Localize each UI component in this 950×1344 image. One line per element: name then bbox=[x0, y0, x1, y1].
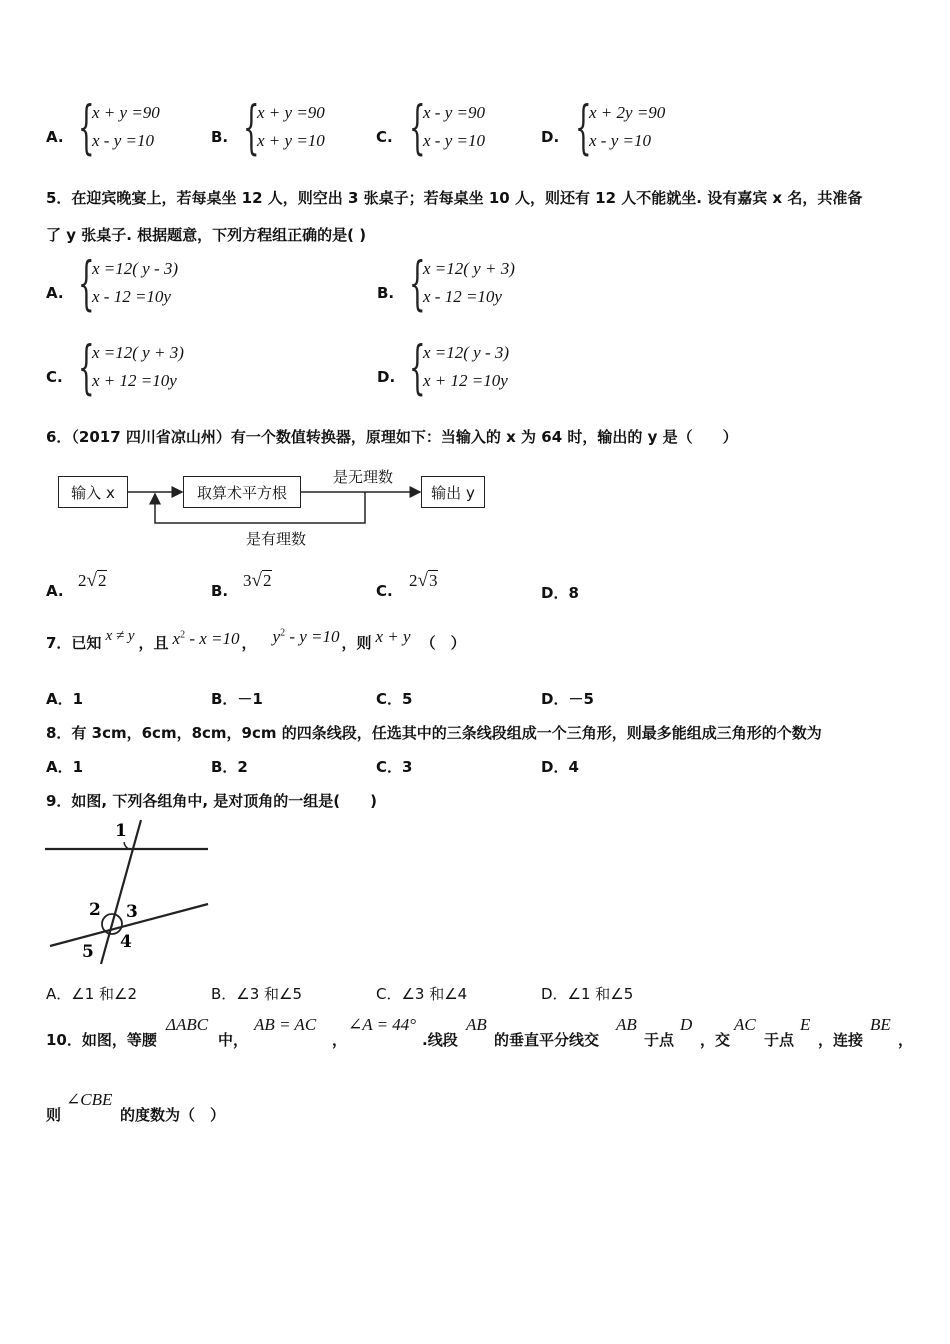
q5-option-d-label: D. bbox=[377, 368, 396, 386]
radicand: 2 bbox=[97, 571, 107, 590]
equation: x + 2y =90 bbox=[589, 103, 666, 122]
input-box: 输入 x bbox=[58, 476, 128, 508]
q10-text: ， bbox=[332, 1031, 348, 1049]
q10-math: AB = AC bbox=[254, 1015, 317, 1034]
equation: x - y =10 bbox=[423, 131, 485, 150]
var: y bbox=[272, 627, 281, 646]
q10-math: D bbox=[680, 1015, 693, 1034]
equation: x =12( y - 3) bbox=[92, 259, 179, 278]
q10-text: 中， bbox=[218, 1031, 249, 1049]
coefficient: 2 bbox=[78, 571, 87, 590]
q4-option-b-label: B. bbox=[211, 128, 229, 146]
q6-option-c-value bbox=[409, 570, 438, 592]
rest: - x =10 bbox=[185, 629, 240, 648]
q7-text: ，且 bbox=[138, 634, 169, 652]
equation: x + 12 =10y bbox=[92, 371, 177, 390]
q7-expression: x + y bbox=[375, 627, 411, 646]
q6-stem: 6．（2017 四川省凉山州）有一个数值转换器，原理如下：当输入的 x 为 64 时，输出的 y 是（ ） bbox=[46, 428, 738, 446]
equation: x =12( y + 3) bbox=[423, 259, 515, 278]
q9-option-b: B．∠3 和∠5 bbox=[211, 985, 303, 1003]
irrational-label: 是无理数 bbox=[333, 468, 394, 486]
q9-stem: 9．如图, 下列各组角中, 是对顶角的一组是( ) bbox=[46, 792, 377, 810]
equation: x + 12 =10y bbox=[423, 371, 508, 390]
angle-label-1: 1 bbox=[115, 821, 127, 841]
q8-option-d: D．4 bbox=[541, 758, 579, 776]
q7-option-c: C．5 bbox=[376, 690, 413, 708]
output-box: 输出 y bbox=[421, 476, 485, 508]
process-box: 取算术平方根 bbox=[183, 476, 301, 508]
exponent: 2 bbox=[280, 627, 286, 639]
q5-stem-line2: 了 y 张桌子. 根据题意，下列方程组正确的是( ) bbox=[46, 226, 367, 244]
equation: x - y =10 bbox=[589, 131, 651, 150]
equation: x - 12 =10y bbox=[92, 287, 171, 306]
q8-stem: 8．有 3cm，6cm，8cm，9cm 的四条线段，任选其中的三条线段组成一个三角形，则最多能组成三角形的个数为 bbox=[46, 724, 822, 742]
q10-text: 的垂直平分线交 bbox=[494, 1031, 600, 1049]
brace: { bbox=[409, 93, 426, 161]
equation: x - y =90 bbox=[423, 103, 485, 122]
angle-label-2: 2 bbox=[89, 900, 101, 920]
q9-angle-figure bbox=[40, 812, 220, 972]
flow-arrows bbox=[0, 0, 950, 560]
q8-option-c: C．3 bbox=[376, 758, 413, 776]
q9-option-c: C．∠3 和∠4 bbox=[376, 985, 468, 1003]
q6-option-d: D．8 bbox=[541, 584, 579, 602]
q10-text: 于点 bbox=[644, 1031, 675, 1049]
angle-label-5: 5 bbox=[82, 942, 94, 962]
q7-option-d: D．－5 bbox=[541, 690, 594, 708]
q10-math: AB bbox=[466, 1015, 487, 1034]
brace: { bbox=[78, 333, 95, 401]
angle-label-4: 4 bbox=[120, 932, 132, 952]
equation: x + y =90 bbox=[257, 103, 325, 122]
q5-stem-line1: 5．在迎宾晚宴上，若每桌坐 12 人，则空出 3 张桌子；若每桌坐 10 人，则还有 12 人不能就坐. 设有嘉宾 x 名，共准备 bbox=[46, 189, 863, 207]
brace: { bbox=[243, 93, 260, 161]
q6-option-c-label: C. bbox=[376, 582, 393, 600]
angle-label-3: 3 bbox=[126, 902, 138, 922]
q7-prefix: 7．已知 bbox=[46, 634, 102, 652]
brace: { bbox=[409, 333, 426, 401]
coefficient: 3 bbox=[243, 571, 252, 590]
sqrt-sign: √ bbox=[86, 570, 97, 591]
radicand: 3 bbox=[428, 571, 438, 590]
q5-option-a-label: A. bbox=[46, 284, 64, 302]
q6-option-b-value bbox=[243, 570, 272, 592]
equation: x + y =10 bbox=[257, 131, 325, 150]
q10-math: AB bbox=[616, 1015, 637, 1034]
q8-option-b: B．2 bbox=[211, 758, 248, 776]
q6-option-a-value bbox=[78, 570, 107, 592]
coefficient: 2 bbox=[409, 571, 418, 590]
q10-math: ΔABC bbox=[166, 1015, 209, 1034]
q10-text: 则 bbox=[46, 1106, 62, 1124]
q10-text: 的度数为（ ） bbox=[120, 1106, 226, 1124]
brace: { bbox=[575, 93, 592, 161]
var: x bbox=[172, 629, 181, 648]
brace: { bbox=[409, 249, 426, 317]
q7-text: ，则 bbox=[341, 634, 372, 652]
q10-math: ∠A = 44° bbox=[348, 1015, 417, 1034]
q10-math: E bbox=[800, 1015, 811, 1034]
q7-condition: x ≠ y bbox=[105, 628, 135, 644]
q4-option-c-label: C. bbox=[376, 128, 393, 146]
q5-option-c-label: C. bbox=[46, 368, 63, 386]
q7-stem bbox=[46, 627, 466, 653]
q8-option-a: A．1 bbox=[46, 758, 84, 776]
brace: { bbox=[78, 249, 95, 317]
sqrt-sign: √ bbox=[417, 570, 428, 591]
rest: - y =10 bbox=[285, 627, 340, 646]
exponent: 2 bbox=[180, 629, 186, 641]
q10-math: ∠CBE bbox=[66, 1090, 113, 1109]
q10-math: AC bbox=[734, 1015, 756, 1034]
sqrt-sign: √ bbox=[251, 570, 262, 591]
q7-tail: （ ） bbox=[420, 634, 466, 652]
q4-option-a-label: A. bbox=[46, 128, 64, 146]
q10-stem-line1 bbox=[46, 1015, 916, 1055]
q7-equation-1 bbox=[173, 629, 240, 649]
q10-text: ，交 bbox=[700, 1031, 731, 1049]
equation: x - 12 =10y bbox=[423, 287, 502, 306]
q4-option-d-label: D. bbox=[541, 128, 560, 146]
q10-text: ，连接 bbox=[818, 1031, 864, 1049]
q10-text: 于点 bbox=[764, 1031, 795, 1049]
q10-text: ， bbox=[898, 1031, 914, 1049]
equation: x - y =10 bbox=[92, 131, 154, 150]
q7-option-a: A．1 bbox=[46, 690, 84, 708]
equation: x =12( y - 3) bbox=[423, 343, 510, 362]
q9-option-d: D．∠1 和∠5 bbox=[541, 985, 634, 1003]
q7-option-b: B．－1 bbox=[211, 690, 263, 708]
q5-option-b-label: B. bbox=[377, 284, 395, 302]
q6-option-b-label: B. bbox=[211, 582, 229, 600]
q10-text: .线段 bbox=[422, 1031, 458, 1049]
equation: x =12( y + 3) bbox=[92, 343, 184, 362]
radicand: 2 bbox=[262, 571, 272, 590]
rational-label: 是有理数 bbox=[246, 530, 307, 548]
q9-option-a: A．∠1 和∠2 bbox=[46, 985, 138, 1003]
q10-math: BE bbox=[870, 1015, 891, 1034]
q7-text: ， bbox=[241, 634, 257, 652]
brace: { bbox=[78, 93, 95, 161]
q10-stem-line2 bbox=[46, 1090, 346, 1130]
equation: x + y =90 bbox=[92, 103, 160, 122]
q10-text: 10．如图，等腰 bbox=[46, 1031, 157, 1049]
q7-equation-2 bbox=[273, 627, 340, 647]
q6-option-a-label: A. bbox=[46, 582, 64, 600]
